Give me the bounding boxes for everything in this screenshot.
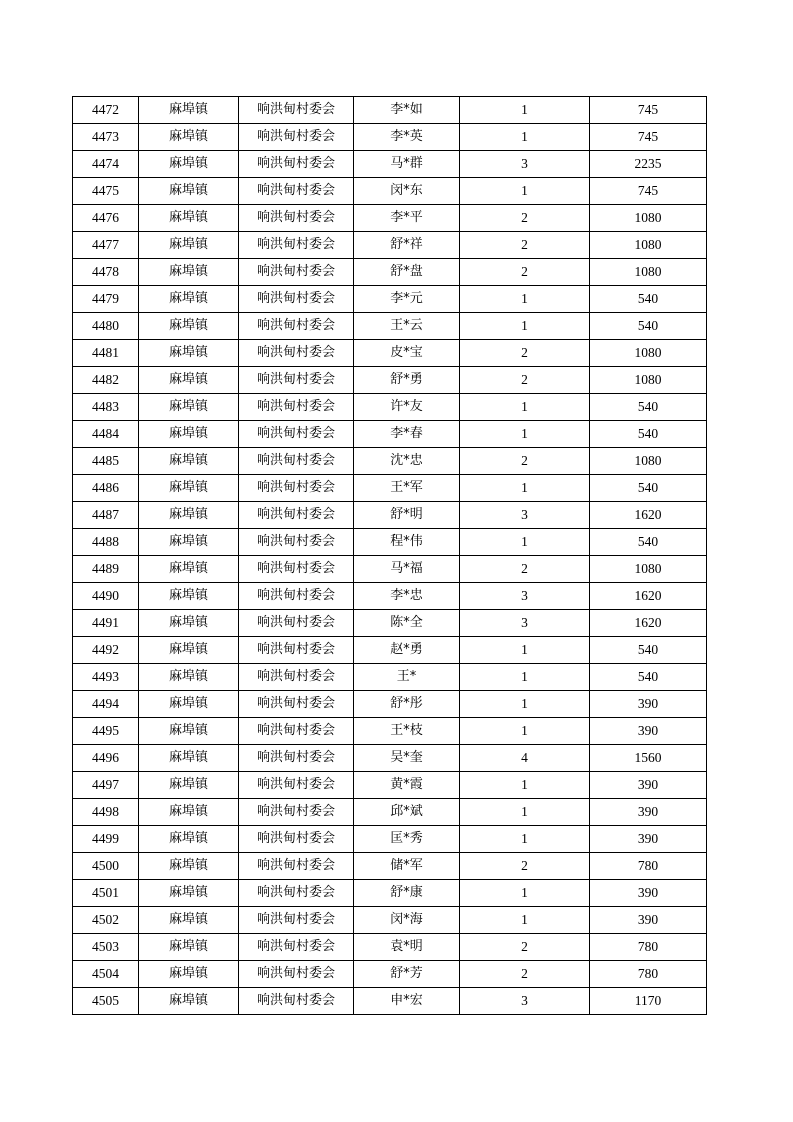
serial-number-cell: 4489 <box>73 556 139 583</box>
household-count-cell: 3 <box>460 610 590 637</box>
table-row <box>73 394 707 421</box>
table-row <box>73 664 707 691</box>
name-cell: 舒*明 <box>354 502 460 529</box>
town-cell: 麻埠镇 <box>139 826 239 853</box>
household-count-cell: 1 <box>460 124 590 151</box>
table-row <box>73 907 707 934</box>
name-cell: 储*军 <box>354 853 460 880</box>
name-cell: 程*伟 <box>354 529 460 556</box>
village-committee-cell: 响洪甸村委会 <box>239 367 354 394</box>
amount-cell: 780 <box>590 934 707 961</box>
town-cell: 麻埠镇 <box>139 583 239 610</box>
amount-cell: 1080 <box>590 259 707 286</box>
town-cell: 麻埠镇 <box>139 988 239 1015</box>
amount-cell: 745 <box>590 97 707 124</box>
table-row <box>73 745 707 772</box>
amount-cell: 390 <box>590 691 707 718</box>
serial-number-cell: 4487 <box>73 502 139 529</box>
village-committee-cell: 响洪甸村委会 <box>239 988 354 1015</box>
name-cell: 匡*秀 <box>354 826 460 853</box>
name-cell: 舒*勇 <box>354 367 460 394</box>
household-count-cell: 2 <box>460 259 590 286</box>
amount-cell: 540 <box>590 475 707 502</box>
household-count-cell: 1 <box>460 421 590 448</box>
amount-cell: 780 <box>590 961 707 988</box>
serial-number-cell: 4478 <box>73 259 139 286</box>
village-committee-cell: 响洪甸村委会 <box>239 421 354 448</box>
serial-number-cell: 4498 <box>73 799 139 826</box>
name-cell: 闵*海 <box>354 907 460 934</box>
amount-cell: 540 <box>590 637 707 664</box>
village-committee-cell: 响洪甸村委会 <box>239 556 354 583</box>
name-cell: 申*宏 <box>354 988 460 1015</box>
village-committee-cell: 响洪甸村委会 <box>239 637 354 664</box>
name-cell: 李*如 <box>354 97 460 124</box>
town-cell: 麻埠镇 <box>139 502 239 529</box>
household-count-cell: 1 <box>460 313 590 340</box>
amount-cell: 745 <box>590 124 707 151</box>
amount-cell: 745 <box>590 178 707 205</box>
village-committee-cell: 响洪甸村委会 <box>239 97 354 124</box>
household-count-cell: 1 <box>460 475 590 502</box>
village-committee-cell: 响洪甸村委会 <box>239 448 354 475</box>
town-cell: 麻埠镇 <box>139 151 239 178</box>
town-cell: 麻埠镇 <box>139 529 239 556</box>
town-cell: 麻埠镇 <box>139 610 239 637</box>
amount-cell: 540 <box>590 664 707 691</box>
amount-cell: 780 <box>590 853 707 880</box>
name-cell: 皮*宝 <box>354 340 460 367</box>
town-cell: 麻埠镇 <box>139 853 239 880</box>
village-committee-cell: 响洪甸村委会 <box>239 664 354 691</box>
name-cell: 陈*全 <box>354 610 460 637</box>
name-cell: 舒*祥 <box>354 232 460 259</box>
name-cell: 王* <box>354 664 460 691</box>
amount-cell: 390 <box>590 799 707 826</box>
household-count-cell: 1 <box>460 97 590 124</box>
name-cell: 吴*奎 <box>354 745 460 772</box>
table-row <box>73 934 707 961</box>
table-body <box>73 97 707 1015</box>
village-committee-cell: 响洪甸村委会 <box>239 583 354 610</box>
table-row <box>73 286 707 313</box>
amount-cell: 540 <box>590 286 707 313</box>
table-row <box>73 637 707 664</box>
household-count-cell: 2 <box>460 556 590 583</box>
amount-cell: 2235 <box>590 151 707 178</box>
town-cell: 麻埠镇 <box>139 286 239 313</box>
amount-cell: 1620 <box>590 583 707 610</box>
table-row <box>73 259 707 286</box>
household-count-cell: 1 <box>460 772 590 799</box>
table-row <box>73 340 707 367</box>
table-row <box>73 448 707 475</box>
household-count-cell: 2 <box>460 232 590 259</box>
town-cell: 麻埠镇 <box>139 232 239 259</box>
serial-number-cell: 4483 <box>73 394 139 421</box>
table-row <box>73 502 707 529</box>
village-committee-cell: 响洪甸村委会 <box>239 286 354 313</box>
town-cell: 麻埠镇 <box>139 448 239 475</box>
table-row <box>73 475 707 502</box>
town-cell: 麻埠镇 <box>139 97 239 124</box>
table-row <box>73 313 707 340</box>
town-cell: 麻埠镇 <box>139 664 239 691</box>
serial-number-cell: 4474 <box>73 151 139 178</box>
amount-cell: 390 <box>590 907 707 934</box>
name-cell: 舒*彤 <box>354 691 460 718</box>
amount-cell: 1080 <box>590 205 707 232</box>
serial-number-cell: 4503 <box>73 934 139 961</box>
serial-number-cell: 4482 <box>73 367 139 394</box>
household-count-cell: 2 <box>460 367 590 394</box>
table-row <box>73 421 707 448</box>
village-committee-cell: 响洪甸村委会 <box>239 853 354 880</box>
household-count-cell: 1 <box>460 826 590 853</box>
household-count-cell: 3 <box>460 988 590 1015</box>
name-cell: 马*福 <box>354 556 460 583</box>
village-committee-cell: 响洪甸村委会 <box>239 259 354 286</box>
amount-cell: 1560 <box>590 745 707 772</box>
name-cell: 马*群 <box>354 151 460 178</box>
household-count-cell: 3 <box>460 502 590 529</box>
amount-cell: 1170 <box>590 988 707 1015</box>
table-row <box>73 367 707 394</box>
name-cell: 沈*忠 <box>354 448 460 475</box>
town-cell: 麻埠镇 <box>139 124 239 151</box>
town-cell: 麻埠镇 <box>139 691 239 718</box>
name-cell: 舒*康 <box>354 880 460 907</box>
household-count-cell: 2 <box>460 961 590 988</box>
name-cell: 黄*霞 <box>354 772 460 799</box>
village-committee-cell: 响洪甸村委会 <box>239 232 354 259</box>
table-row <box>73 556 707 583</box>
table-row <box>73 529 707 556</box>
table-row <box>73 610 707 637</box>
household-count-cell: 1 <box>460 799 590 826</box>
village-committee-cell: 响洪甸村委会 <box>239 529 354 556</box>
household-count-cell: 1 <box>460 286 590 313</box>
household-count-cell: 2 <box>460 448 590 475</box>
serial-number-cell: 4479 <box>73 286 139 313</box>
name-cell: 王*枝 <box>354 718 460 745</box>
table-row <box>73 718 707 745</box>
town-cell: 麻埠镇 <box>139 637 239 664</box>
table-row <box>73 826 707 853</box>
household-count-cell: 1 <box>460 880 590 907</box>
table-row <box>73 178 707 205</box>
table-row <box>73 772 707 799</box>
town-cell: 麻埠镇 <box>139 907 239 934</box>
town-cell: 麻埠镇 <box>139 259 239 286</box>
table-row <box>73 583 707 610</box>
town-cell: 麻埠镇 <box>139 961 239 988</box>
amount-cell: 1080 <box>590 340 707 367</box>
household-count-cell: 1 <box>460 664 590 691</box>
name-cell: 许*友 <box>354 394 460 421</box>
serial-number-cell: 4473 <box>73 124 139 151</box>
household-count-cell: 4 <box>460 745 590 772</box>
table-row <box>73 853 707 880</box>
village-committee-cell: 响洪甸村委会 <box>239 610 354 637</box>
town-cell: 麻埠镇 <box>139 772 239 799</box>
serial-number-cell: 4504 <box>73 961 139 988</box>
table-row <box>73 988 707 1015</box>
serial-number-cell: 4480 <box>73 313 139 340</box>
town-cell: 麻埠镇 <box>139 421 239 448</box>
amount-cell: 540 <box>590 421 707 448</box>
household-count-cell: 1 <box>460 529 590 556</box>
village-committee-cell: 响洪甸村委会 <box>239 475 354 502</box>
amount-cell: 390 <box>590 718 707 745</box>
household-count-cell: 2 <box>460 853 590 880</box>
serial-number-cell: 4491 <box>73 610 139 637</box>
village-committee-cell: 响洪甸村委会 <box>239 124 354 151</box>
name-cell: 王*军 <box>354 475 460 502</box>
amount-cell: 1620 <box>590 502 707 529</box>
table-row <box>73 799 707 826</box>
household-count-cell: 1 <box>460 718 590 745</box>
village-committee-cell: 响洪甸村委会 <box>239 502 354 529</box>
amount-cell: 540 <box>590 394 707 421</box>
town-cell: 麻埠镇 <box>139 556 239 583</box>
town-cell: 麻埠镇 <box>139 934 239 961</box>
serial-number-cell: 4492 <box>73 637 139 664</box>
household-count-cell: 2 <box>460 205 590 232</box>
amount-cell: 540 <box>590 313 707 340</box>
town-cell: 麻埠镇 <box>139 880 239 907</box>
name-cell: 李*忠 <box>354 583 460 610</box>
serial-number-cell: 4499 <box>73 826 139 853</box>
serial-number-cell: 4494 <box>73 691 139 718</box>
name-cell: 李*春 <box>354 421 460 448</box>
name-cell: 王*云 <box>354 313 460 340</box>
town-cell: 麻埠镇 <box>139 313 239 340</box>
serial-number-cell: 4490 <box>73 583 139 610</box>
table-row <box>73 691 707 718</box>
serial-number-cell: 4505 <box>73 988 139 1015</box>
serial-number-cell: 4496 <box>73 745 139 772</box>
serial-number-cell: 4502 <box>73 907 139 934</box>
village-committee-cell: 响洪甸村委会 <box>239 934 354 961</box>
serial-number-cell: 4495 <box>73 718 139 745</box>
serial-number-cell: 4486 <box>73 475 139 502</box>
table-row <box>73 151 707 178</box>
village-committee-cell: 响洪甸村委会 <box>239 826 354 853</box>
town-cell: 麻埠镇 <box>139 745 239 772</box>
village-committee-cell: 响洪甸村委会 <box>239 880 354 907</box>
household-count-cell: 1 <box>460 637 590 664</box>
amount-cell: 390 <box>590 772 707 799</box>
name-cell: 邱*斌 <box>354 799 460 826</box>
town-cell: 麻埠镇 <box>139 799 239 826</box>
name-cell: 赵*勇 <box>354 637 460 664</box>
table-row <box>73 124 707 151</box>
town-cell: 麻埠镇 <box>139 340 239 367</box>
household-count-cell: 2 <box>460 340 590 367</box>
town-cell: 麻埠镇 <box>139 475 239 502</box>
name-cell: 闵*东 <box>354 178 460 205</box>
household-count-cell: 1 <box>460 394 590 421</box>
serial-number-cell: 4500 <box>73 853 139 880</box>
amount-cell: 1620 <box>590 610 707 637</box>
serial-number-cell: 4481 <box>73 340 139 367</box>
amount-cell: 390 <box>590 826 707 853</box>
village-committee-cell: 响洪甸村委会 <box>239 394 354 421</box>
name-cell: 李*平 <box>354 205 460 232</box>
serial-number-cell: 4477 <box>73 232 139 259</box>
town-cell: 麻埠镇 <box>139 394 239 421</box>
data-table <box>72 96 707 1015</box>
serial-number-cell: 4488 <box>73 529 139 556</box>
village-committee-cell: 响洪甸村委会 <box>239 313 354 340</box>
town-cell: 麻埠镇 <box>139 718 239 745</box>
serial-number-cell: 4501 <box>73 880 139 907</box>
name-cell: 袁*明 <box>354 934 460 961</box>
amount-cell: 1080 <box>590 556 707 583</box>
serial-number-cell: 4485 <box>73 448 139 475</box>
household-count-cell: 3 <box>460 151 590 178</box>
household-count-cell: 1 <box>460 907 590 934</box>
village-committee-cell: 响洪甸村委会 <box>239 178 354 205</box>
table-row <box>73 205 707 232</box>
village-committee-cell: 响洪甸村委会 <box>239 745 354 772</box>
household-count-cell: 1 <box>460 691 590 718</box>
village-committee-cell: 响洪甸村委会 <box>239 907 354 934</box>
town-cell: 麻埠镇 <box>139 367 239 394</box>
household-count-cell: 1 <box>460 178 590 205</box>
amount-cell: 1080 <box>590 448 707 475</box>
serial-number-cell: 4484 <box>73 421 139 448</box>
amount-cell: 390 <box>590 880 707 907</box>
village-committee-cell: 响洪甸村委会 <box>239 340 354 367</box>
village-committee-cell: 响洪甸村委会 <box>239 151 354 178</box>
amount-cell: 540 <box>590 529 707 556</box>
table-row <box>73 880 707 907</box>
table-row <box>73 97 707 124</box>
name-cell: 舒*芳 <box>354 961 460 988</box>
village-committee-cell: 响洪甸村委会 <box>239 718 354 745</box>
amount-cell: 1080 <box>590 367 707 394</box>
name-cell: 李*英 <box>354 124 460 151</box>
serial-number-cell: 4472 <box>73 97 139 124</box>
household-count-cell: 2 <box>460 934 590 961</box>
village-committee-cell: 响洪甸村委会 <box>239 961 354 988</box>
village-committee-cell: 响洪甸村委会 <box>239 691 354 718</box>
amount-cell: 1080 <box>590 232 707 259</box>
table-row <box>73 961 707 988</box>
serial-number-cell: 4475 <box>73 178 139 205</box>
serial-number-cell: 4493 <box>73 664 139 691</box>
household-count-cell: 3 <box>460 583 590 610</box>
village-committee-cell: 响洪甸村委会 <box>239 772 354 799</box>
town-cell: 麻埠镇 <box>139 178 239 205</box>
table-row <box>73 232 707 259</box>
village-committee-cell: 响洪甸村委会 <box>239 799 354 826</box>
serial-number-cell: 4497 <box>73 772 139 799</box>
name-cell: 李*元 <box>354 286 460 313</box>
name-cell: 舒*盘 <box>354 259 460 286</box>
village-committee-cell: 响洪甸村委会 <box>239 205 354 232</box>
serial-number-cell: 4476 <box>73 205 139 232</box>
town-cell: 麻埠镇 <box>139 205 239 232</box>
